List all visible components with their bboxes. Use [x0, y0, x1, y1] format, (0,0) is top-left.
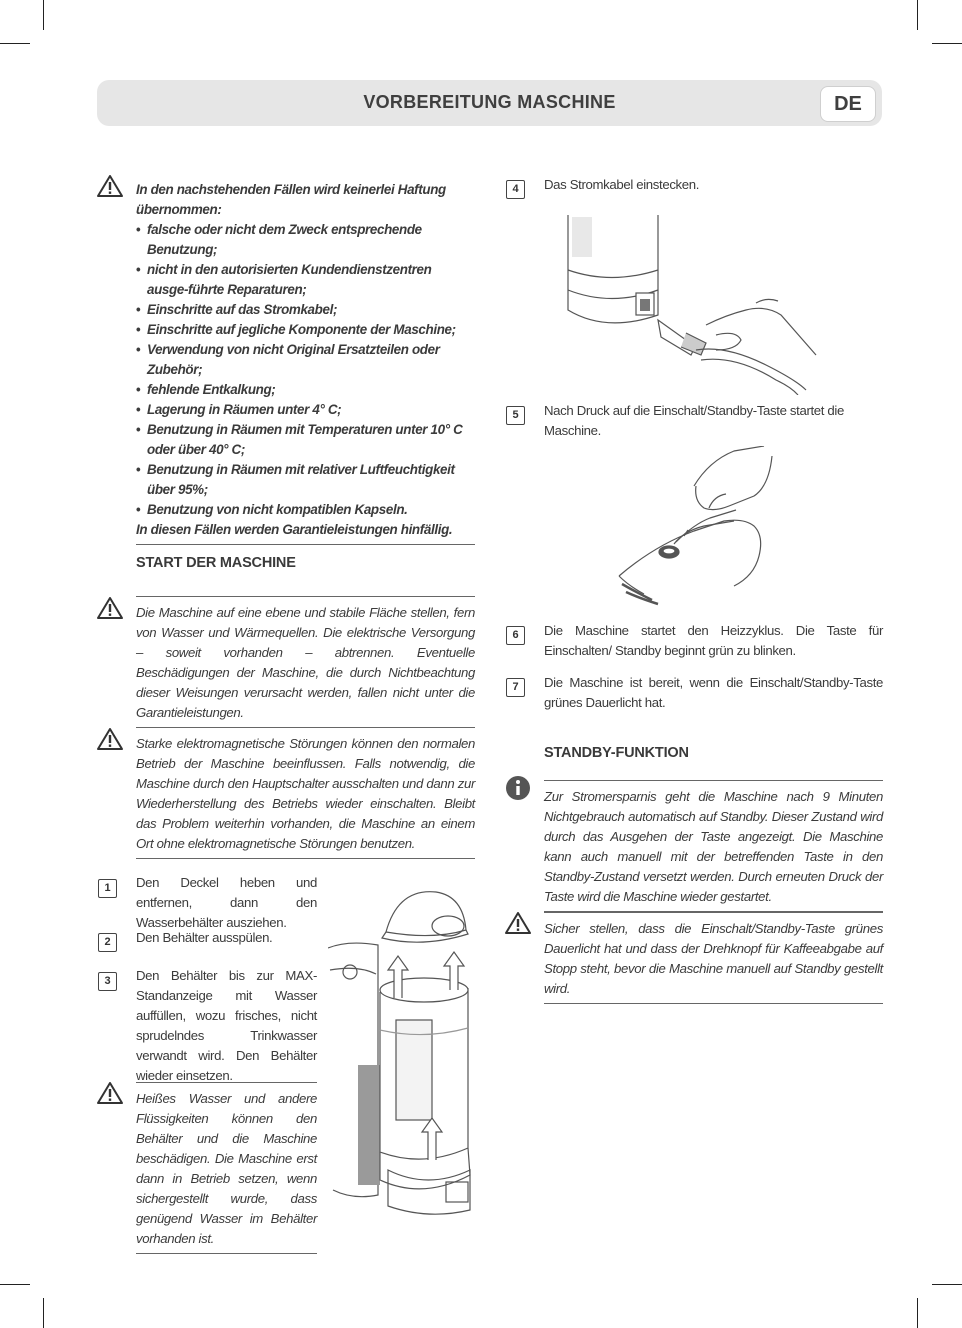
section-heading-start: START DER MASCHINE — [136, 555, 296, 571]
warning-icon — [96, 1081, 124, 1105]
crop-mark — [0, 1284, 30, 1285]
step-number: 7 — [506, 678, 525, 697]
list-item: • fehlende Entkalkung; — [136, 380, 475, 400]
list-item: • Benutzung in Räumen mit relativer Luftfeuchtigkeit über 95%; — [136, 460, 475, 500]
language-badge: DE — [820, 86, 876, 122]
crop-mark — [932, 43, 962, 44]
standby-button-illustration — [614, 446, 779, 606]
list-item: • falsche oder nicht dem Zweck entsprechende Benutzung; — [136, 220, 475, 260]
warning-icon — [96, 174, 124, 198]
crop-mark — [917, 0, 918, 30]
step-text: Den Behälter bis zur MAX-Standanzeige mit Wasser auffüllen, wozu frisches, nicht sprudelndes Trinkwasser verwandt wird. Den Behälter wieder einsetzen. — [136, 968, 317, 1083]
liability-notice — [136, 180, 475, 545]
info-icon — [505, 775, 531, 801]
list-item: • Lagerung in Räumen unter 4° C; — [136, 400, 475, 420]
list-item: • Benutzung von nicht kompatiblen Kapseln. — [136, 500, 475, 520]
warning-hot-water-text: Heißes Wasser und andere Flüssigkeiten können den Behälter und die Maschine beschädigen. Die Maschine erst dann in Betrieb setzen, wenn sichergestellt wurde, dass genügend Wasser im Behälter vorhanden ist. — [136, 1082, 317, 1254]
step-text: Nach Druck auf die Einschalt/Standby-Taste startet die Maschine. — [544, 403, 844, 438]
crop-mark — [917, 1298, 918, 1328]
page-header — [97, 80, 882, 126]
step-number: 6 — [506, 626, 525, 645]
list-item: • Verwendung von nicht Original Ersatzteilen oder Zubehör; — [136, 340, 475, 380]
list-item: • Benutzung in Räumen mit Temperaturen unter 10° C oder über 40° C; — [136, 420, 475, 460]
step-text: Den Behälter ausspülen. — [136, 930, 273, 945]
step-text: Das Stromkabel einstecken. — [544, 177, 700, 192]
warning-icon — [504, 911, 532, 935]
info-standby-text: Zur Stromersparnis geht die Maschine nach 9 Minuten Nichtgebrauch automatisch auf Standby. Dieser Zustand wird durch das Ausgehen der Taste angezeigt. Die Maschine kann auch manuell mit der betreffenden Taste in den Standby-Zustand versetzt werden. Durch erneuten Druck der Taste wird die Maschine wieder gestartet. — [544, 780, 883, 912]
warning-surface-text: Die Maschine auf eine ebene und stabile Fläche stellen, fern von Wasser und Wärmequellen. Die elektrische Versorgung – soweit vorhanden – abtrennen. Eventuelle Beschädigungen der Maschine, die durch Nichtbeachtung dieser Weisungen verursacht werden, fallen nicht unter die Garantieleistungen. — [136, 596, 475, 728]
step-number: 4 — [506, 180, 525, 199]
step-number: 2 — [98, 933, 117, 952]
section-heading-standby: STANDBY-FUNKTION — [544, 745, 689, 761]
page-title: VORBEREITUNG MASCHINE — [363, 92, 616, 112]
liability-list — [136, 220, 475, 520]
water-tank-illustration — [328, 870, 478, 1215]
step-text: Die Maschine ist bereit, wenn die Einschalt/Standby-Taste grünes Dauerlicht hat. — [544, 675, 883, 710]
step-text: Die Maschine startet den Heizzyklus. Die Taste für Einschalten/ Standby beginnt grün zu blinken. — [544, 623, 883, 658]
liability-outro: In diesen Fällen werden Garantieleistungen hinfällig. — [136, 522, 453, 537]
crop-mark — [932, 1284, 962, 1285]
crop-mark — [43, 1298, 44, 1328]
list-item: • Einschritte auf jegliche Komponente der Maschine; — [136, 320, 475, 340]
warning-icon — [96, 596, 124, 620]
list-item: • nicht in den autorisierten Kundendienstzentren ausge-führte Reparaturen; — [136, 260, 475, 300]
step-number: 3 — [98, 972, 117, 991]
step-number: 5 — [506, 406, 525, 425]
warning-icon — [96, 727, 124, 751]
power-cable-illustration — [566, 215, 821, 395]
list-item: • Einschritte auf das Stromkabel; — [136, 300, 475, 320]
warning-emi-text: Starke elektromagnetische Störungen können den normalen Betrieb der Maschine beeinflussen. Falls notwendig, die Maschine durch den Hauptschalter ausschalten und dann zur Wiederherstellung des Betriebs wieder einschalten. Bleibt das Problem weiterhin vorhanden, die Maschine an einem Ort ohne elektromagnetische Störungen benutzen. — [136, 727, 475, 859]
liability-intro: In den nachstehenden Fällen wird keinerlei Haftung übernommen: — [136, 182, 446, 217]
crop-mark — [0, 43, 30, 44]
warning-knob-text: Sicher stellen, dass die Einschalt/Standby-Taste grünes Dauerlicht hat und dass der Drehknopf für Kaffeeabgabe auf Stopp steht, bevor die Maschine manuell auf Standby gestellt wird. — [544, 912, 883, 1004]
step-text: Den Deckel heben und entfernen, dann den Wasserbehälter ausziehen. — [136, 875, 317, 930]
step-number: 1 — [98, 879, 117, 898]
crop-mark — [43, 0, 44, 30]
